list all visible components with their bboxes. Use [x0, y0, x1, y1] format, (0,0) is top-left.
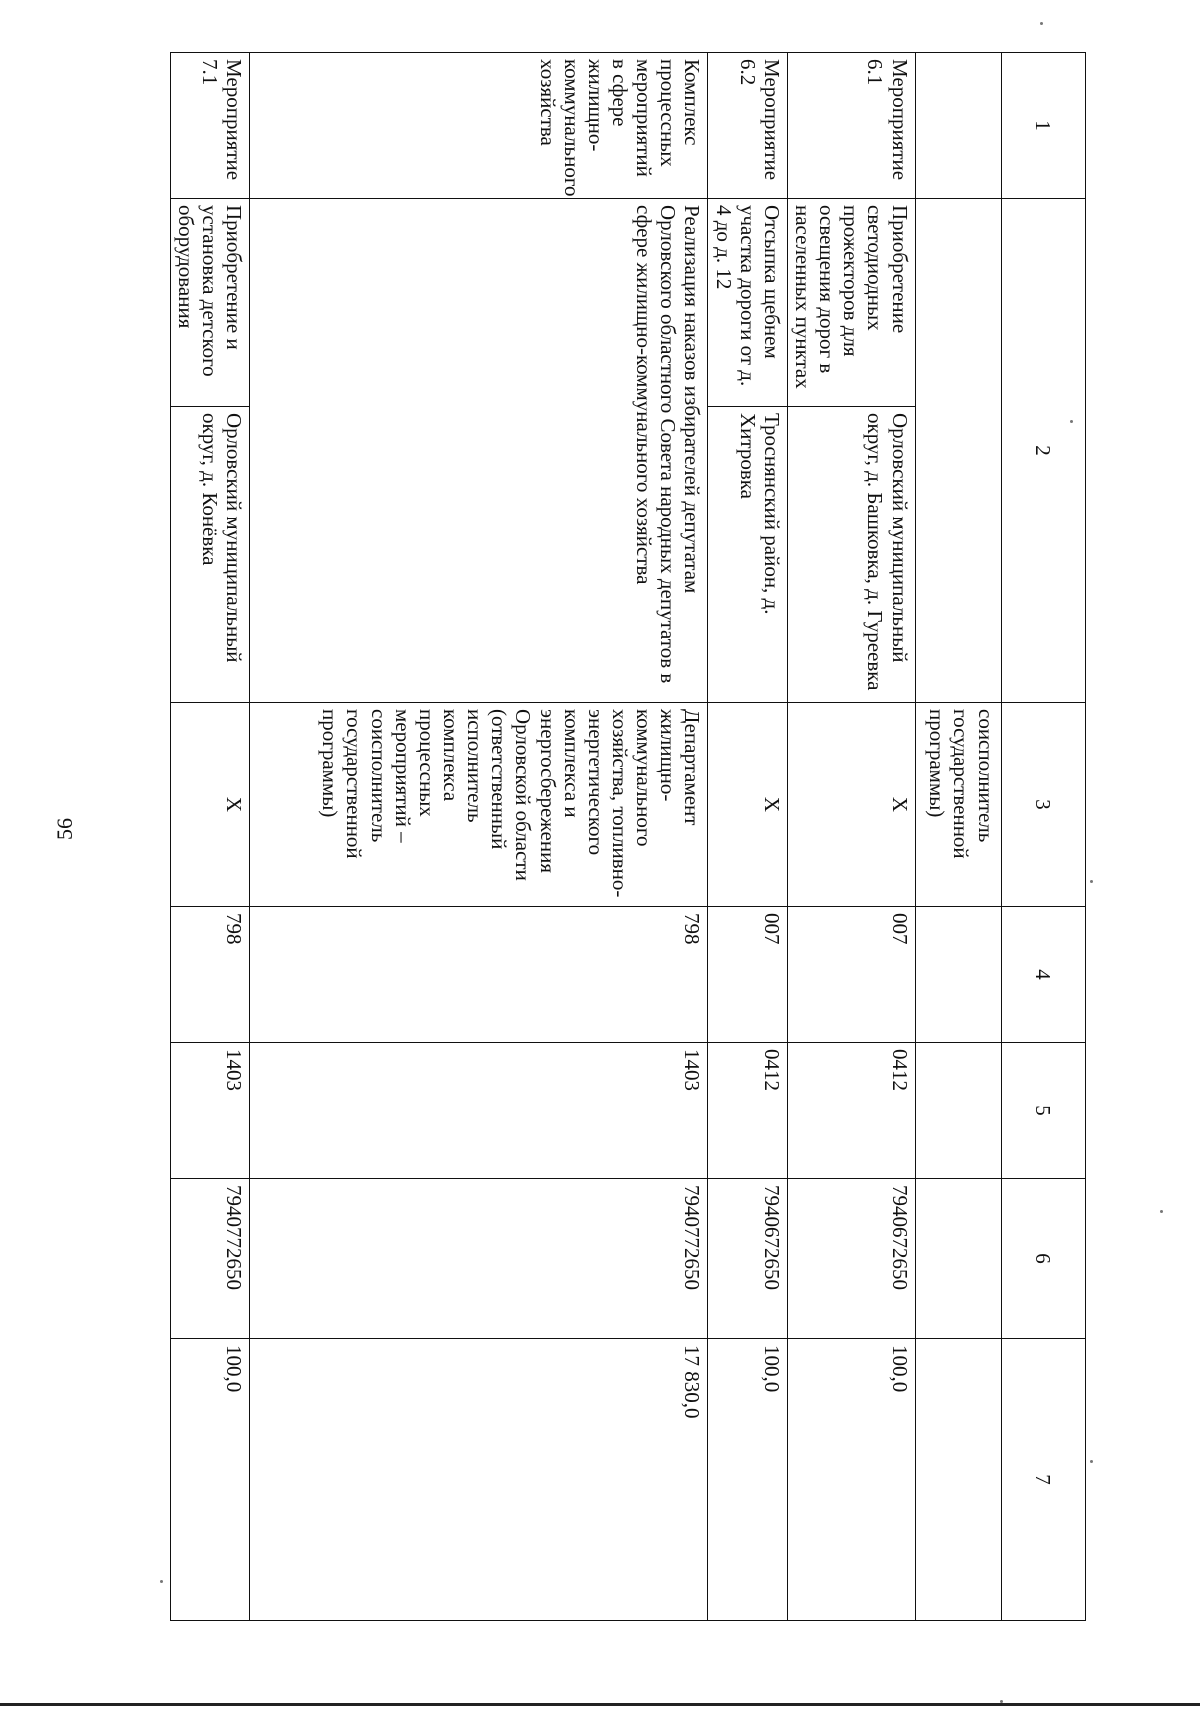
measure-label: Мероприятие 7.1 — [171, 53, 250, 199]
table-row-measure-7-1 — [171, 53, 250, 1621]
grbs-code: 798 — [171, 907, 250, 1043]
responsible-executor: Х — [708, 703, 787, 907]
target-article-code: 7940672650 — [787, 1179, 915, 1339]
target-article-code: 7940772650 — [171, 1179, 250, 1339]
target-article-code: 7940672650 — [708, 1179, 787, 1339]
amount-value: 100,0 — [787, 1339, 915, 1621]
scan-edge-line — [0, 1703, 1200, 1706]
scan-speck — [160, 1580, 163, 1583]
section-code: 0412 — [708, 1043, 787, 1179]
table-cell — [915, 1339, 1001, 1621]
measure-location: Орловский муниципальный округ, д. Конёвка — [171, 407, 250, 703]
table-cell: соисполнитель государственной программы) — [915, 703, 1001, 907]
responsible-executor: Х — [787, 703, 915, 907]
responsible-executor: Департамент жилищно-коммунального хозяйства, топливно-энергетического комплекса и энергосбережения Орловской области (ответственный исполнитель комплекса процессных мероприятий – соисполнитель государственной программы) — [250, 703, 708, 907]
page-number: 56 — [52, 818, 77, 840]
table-cell — [915, 907, 1001, 1043]
complex-description: Реализация наказов избирателей депутатам Орловского областного Совета народных депутатов в сфере жилищно-коммунального хозяйства — [250, 199, 708, 703]
header-col-7: 7 — [1001, 1339, 1085, 1621]
table-row-continuation — [915, 53, 1001, 1621]
measure-label: Мероприятие 6.1 — [787, 53, 915, 199]
measure-description: Отсыпка щебнем участка дороги от д. 4 до д. 12 — [708, 199, 787, 407]
table-cell — [915, 199, 1001, 703]
scan-speck — [1090, 880, 1093, 883]
amount-value: 100,0 — [171, 1339, 250, 1621]
responsible-executor: Х — [171, 703, 250, 907]
header-col-5: 5 — [1001, 1043, 1085, 1179]
table-row-complex — [250, 53, 708, 1621]
section-code: 0412 — [787, 1043, 915, 1179]
measure-location: Троснянский район, д. Хитровка — [708, 407, 787, 703]
amount-value: 100,0 — [708, 1339, 787, 1621]
section-code: 1403 — [250, 1043, 708, 1179]
measure-label: Мероприятие 6.2 — [708, 53, 787, 199]
grbs-code: 007 — [708, 907, 787, 1043]
scan-speck — [1160, 1210, 1163, 1213]
header-col-3: 3 — [1001, 703, 1085, 907]
amount-value: 17 830,0 — [250, 1339, 708, 1621]
table-cell — [915, 53, 1001, 199]
rotated-table-container — [170, 52, 1086, 1620]
complex-label: Комплекс процессных мероприятий в сфере жилищно-коммунального хозяйства — [250, 53, 708, 199]
measure-location: Орловский муниципальный округ, д. Башковка, д. Гуреевка — [787, 407, 915, 703]
scan-speck — [1090, 1460, 1093, 1463]
target-article-code: 7940772650 — [250, 1179, 708, 1339]
header-col-2: 2 — [1001, 199, 1085, 703]
header-col-1: 1 — [1001, 53, 1085, 199]
grbs-code: 798 — [250, 907, 708, 1043]
header-col-4: 4 — [1001, 907, 1085, 1043]
measure-description: Приобретение светодиодных прожекторов для освещения дорог в населенных пунктах — [787, 199, 915, 407]
table-row-measure-6-2 — [708, 53, 787, 1621]
table-cell — [915, 1043, 1001, 1179]
table-row-measure-6-1 — [787, 53, 915, 1621]
program-activities-table — [170, 52, 1086, 1621]
scan-speck — [1070, 420, 1073, 423]
scan-speck — [1040, 22, 1043, 25]
header-row — [1001, 53, 1085, 1621]
grbs-code: 007 — [787, 907, 915, 1043]
measure-description: Приобретение и установка детского оборудования — [171, 199, 250, 407]
section-code: 1403 — [171, 1043, 250, 1179]
table-cell — [915, 1179, 1001, 1339]
header-col-6: 6 — [1001, 1179, 1085, 1339]
